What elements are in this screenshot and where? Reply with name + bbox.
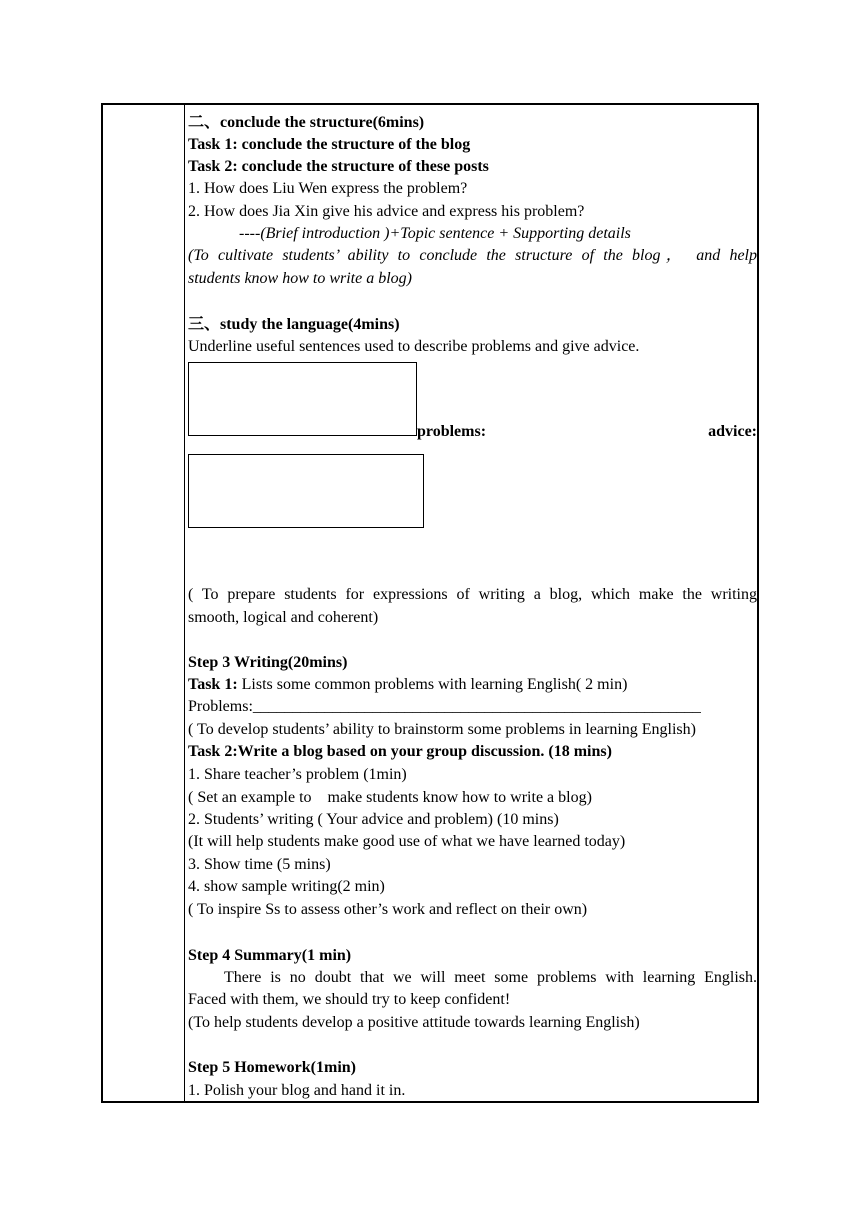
- advice-box: [188, 454, 424, 528]
- step3-task1-label: Task 1:: [188, 676, 238, 693]
- table-left-column: [103, 105, 185, 1101]
- step3-problems-prompt: Problems:________________________________________________________: [188, 698, 701, 715]
- problems-label: problems:: [417, 423, 487, 440]
- step3-aim1: ( To develop students’ ability to brainstorm some problems in learning English): [188, 721, 696, 738]
- section2-question1: 1. How does Liu Wen express the problem?: [188, 180, 468, 197]
- step3-item2: 2. Students’ writing ( Your advice and problem) (10 mins): [188, 811, 559, 828]
- section2-task2: Task 2: conclude the structure of these posts: [188, 158, 489, 175]
- step3-task2: Task 2:Write a blog based on your group discussion. (18 mins): [188, 743, 612, 760]
- step4-heading: Step 4 Summary(1 min): [188, 947, 352, 964]
- step4-line2: Faced with them, we should try to keep confident!: [188, 991, 511, 1008]
- section3-aim-line1: ( To prepare students for expressions of writing a blog, which make the writing: [188, 586, 757, 603]
- step4-line1: There is no doubt that we will meet some problems with learning English.: [224, 969, 757, 986]
- step3-item2-note: (It will help students make good use of what we have learned today): [188, 833, 626, 850]
- section2-aim-line1: (To cultivate students’ ability to conclude the structure of the blog， and help: [188, 247, 757, 264]
- step4-aim: (To help students develop a positive attitude towards learning English): [188, 1014, 640, 1031]
- section2-question2: 2. How does Jia Xin give his advice and express his problem?: [188, 203, 585, 220]
- step3-task1-text: Lists some common problems with learning English( 2 min): [237, 676, 628, 693]
- section2-structure: ----(Brief introduction )+Topic sentence + Supporting details: [239, 225, 631, 242]
- section3-heading: 三、study the language(4mins): [188, 316, 400, 333]
- step3-item1-note: ( Set an example to make students know how to write a blog): [188, 789, 592, 806]
- step5-heading: Step 5 Homework(1min): [188, 1059, 356, 1076]
- step3-task1: [188, 674, 757, 696]
- step3-item4-note: ( To inspire Ss to assess other’s work and reflect on their own): [188, 901, 588, 918]
- advice-label: advice:: [708, 423, 757, 440]
- lesson-plan-table: [101, 103, 759, 1103]
- step3-item4: 4. show sample writing(2 min): [188, 878, 385, 895]
- problems-box: [188, 362, 417, 436]
- section2-heading: 二、conclude the structure(6mins): [188, 114, 425, 131]
- section2-task1: Task 1: conclude the structure of the blog: [188, 136, 471, 153]
- step3-heading: Step 3 Writing(20mins): [188, 654, 348, 671]
- section2-aim-line2: students know how to write a blog): [188, 270, 412, 287]
- section3-aim-line2: smooth, logical and coherent): [188, 609, 379, 626]
- step3-item3: 3. Show time (5 mins): [188, 856, 331, 873]
- section3-instruction: Underline useful sentences used to describe problems and give advice.: [188, 338, 640, 355]
- step3-item1: 1. Share teacher’s problem (1min): [188, 766, 407, 783]
- step5-item1: 1. Polish your blog and hand it in.: [188, 1082, 406, 1099]
